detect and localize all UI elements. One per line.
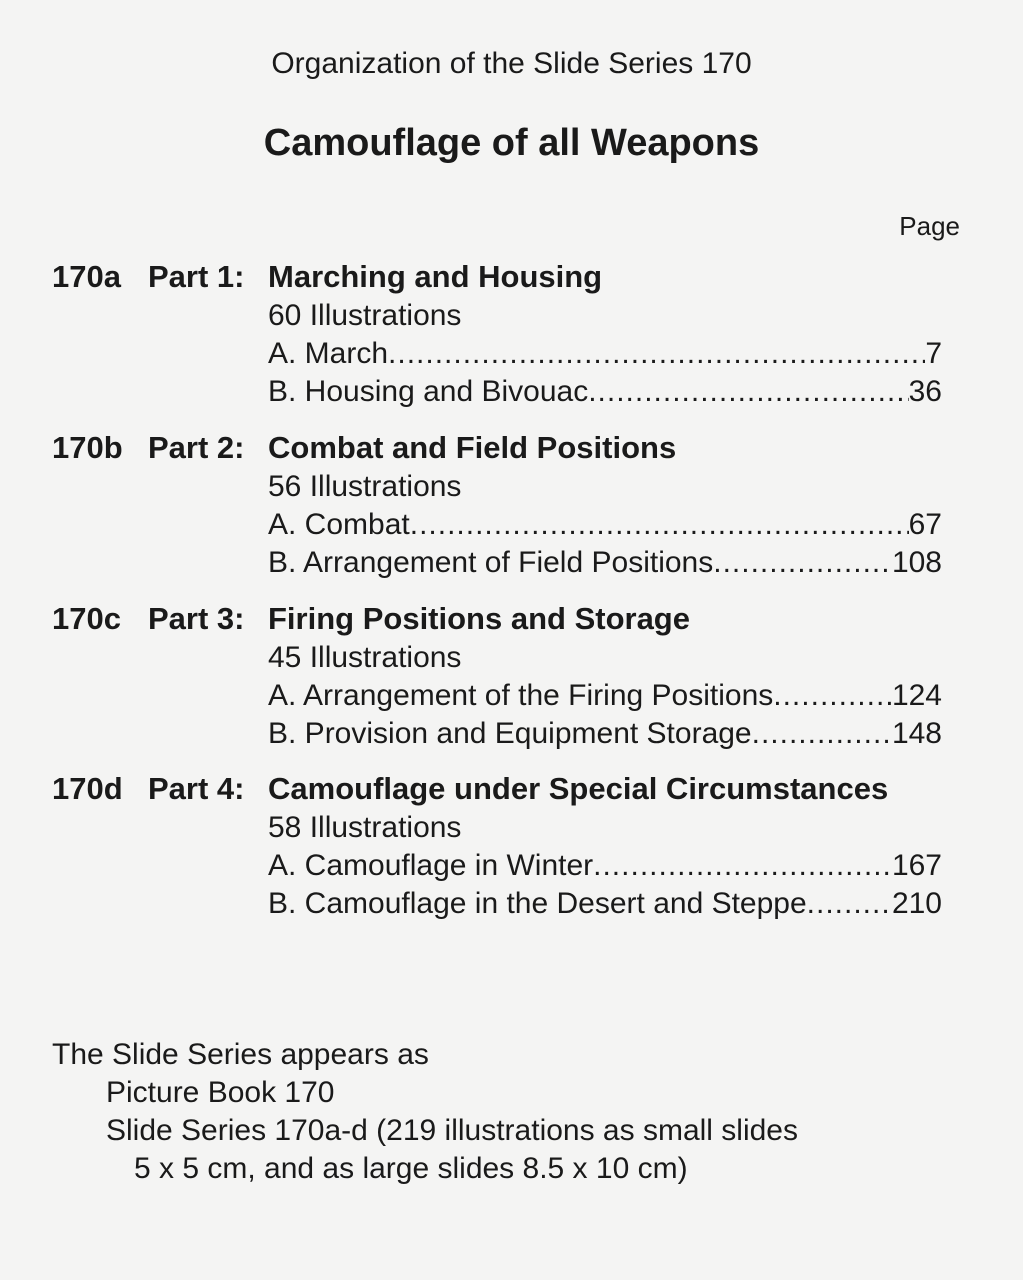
toc-part-3 [52, 599, 952, 753]
toc-entry-page: 148 [891, 717, 942, 750]
part-heading [52, 428, 952, 468]
toc-entry-page: 167 [891, 849, 942, 882]
part-title: Combat and Field Positions [268, 430, 677, 465]
toc-entry-page: 36 [908, 375, 942, 408]
illustration-count: 56 Illustrations [268, 470, 462, 503]
part-code: 170b [52, 430, 123, 465]
note-line: 5 x 5 cm, and as large slides 8.5 x 10 cm) [134, 1152, 688, 1185]
toc-entry [268, 544, 942, 582]
part-number: Part 3: [148, 601, 245, 636]
toc-entry [268, 335, 942, 373]
dot-leader [410, 506, 909, 544]
illustration-count: 58 Illustrations [268, 811, 462, 844]
part-heading [52, 257, 952, 297]
toc-entry-page: 124 [891, 679, 942, 712]
dot-leader [593, 847, 892, 885]
part-title: Marching and Housing [268, 259, 603, 294]
page-subtitle: Organization of the Slide Series 170 [271, 47, 752, 80]
toc-entry-label: B. Housing and Bivouac [268, 375, 589, 408]
toc-entry [268, 506, 942, 544]
publication-note [52, 1036, 952, 1188]
dot-leader [388, 335, 925, 373]
dot-leader [752, 715, 892, 753]
part-number: Part 2: [148, 430, 245, 465]
part-number: Part 4: [148, 771, 245, 806]
toc-entry [268, 677, 942, 715]
note-line: Picture Book 170 [106, 1076, 335, 1109]
part-title: Camouflage under Special Circumstances [268, 771, 889, 806]
dot-leader [713, 544, 892, 582]
toc-entry [268, 885, 942, 923]
part-heading [52, 599, 952, 639]
toc-part-4 [52, 769, 952, 923]
toc-entry-label: A. March [268, 337, 389, 370]
dot-leader [773, 677, 892, 715]
toc-entry-label: A. Camouflage in Winter [268, 849, 594, 882]
toc-entry-label: B. Provision and Equipment Storage [268, 717, 752, 750]
toc-entry-page: 108 [891, 546, 942, 579]
note-line: The Slide Series appears as [52, 1038, 429, 1071]
illustration-count: 60 Illustrations [268, 299, 462, 332]
toc-entry [268, 715, 942, 753]
toc-entry-label: B. Arrangement of Field Positions [268, 546, 714, 579]
toc-entry [268, 847, 942, 885]
part-code: 170d [52, 771, 123, 806]
note-line: Slide Series 170a-d (219 illustrations as small slides [106, 1114, 798, 1147]
toc-entry-label: A. Arrangement of the Firing Positions [268, 679, 774, 712]
part-heading [52, 769, 952, 809]
toc-entry-page: 210 [891, 887, 942, 920]
dot-leader [588, 373, 908, 411]
toc-part-2 [52, 428, 952, 582]
toc-entry [268, 373, 942, 411]
illustration-count: 45 Illustrations [268, 641, 462, 674]
dot-leader [807, 885, 892, 923]
toc-entry-label: A. Combat [268, 508, 410, 541]
part-code: 170a [52, 259, 121, 294]
page-title: Camouflage of all Weapons [263, 122, 760, 164]
part-code: 170c [52, 601, 121, 636]
toc-entry-page: 67 [908, 508, 942, 541]
toc-entry-page: 7 [925, 337, 942, 370]
part-title: Firing Positions and Storage [268, 601, 690, 636]
part-number: Part 1: [148, 259, 245, 294]
page-column-label: Page [899, 211, 960, 241]
toc-entry-label: B. Camouflage in the Desert and Steppe [268, 887, 807, 920]
toc-part-1 [52, 257, 952, 411]
